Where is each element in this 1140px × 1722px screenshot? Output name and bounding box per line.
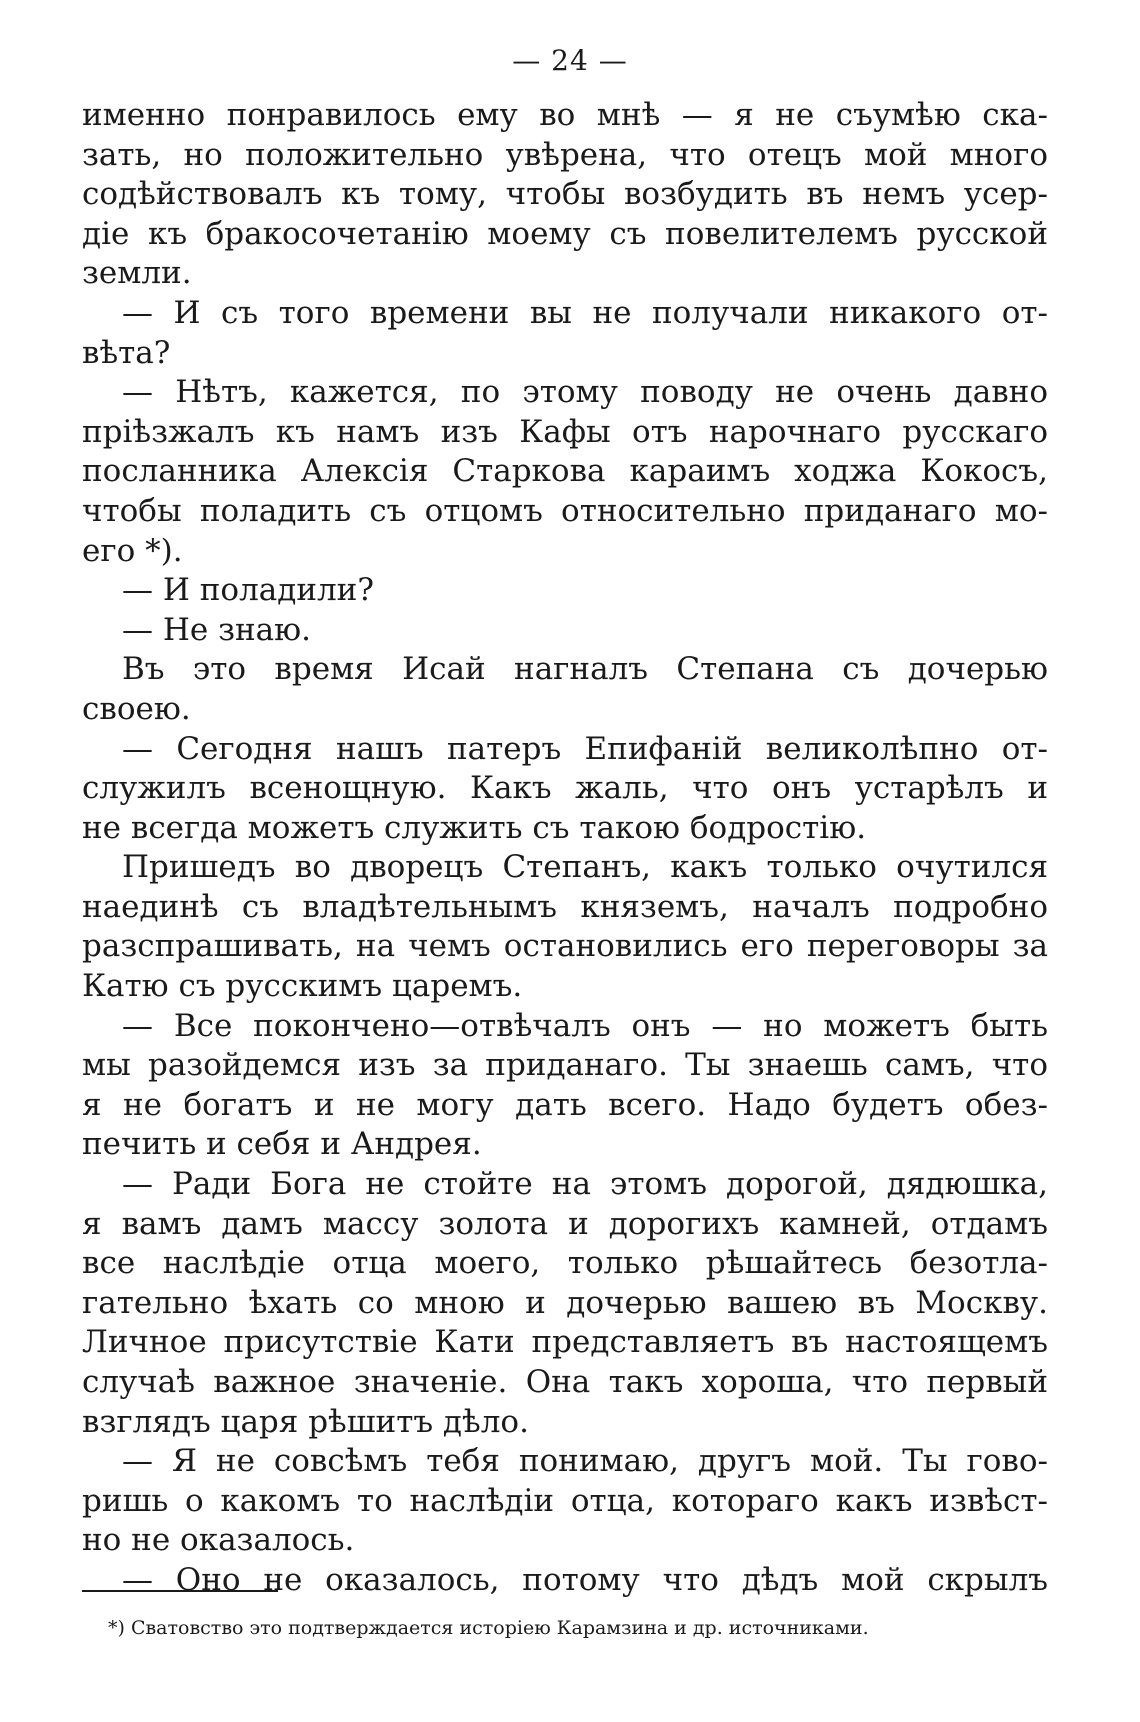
text-line: Личное присутствіе Кати представляетъ въ настоящемъ (82, 1324, 1048, 1361)
text-line: наединѣ съ владѣтельнымъ княземъ, началъ подробно (82, 888, 1048, 925)
text-line: — Нѣтъ, кажется, по этому поводу не очень давно (122, 374, 1048, 411)
text-line: земли. (82, 255, 192, 292)
text-line: гательно ѣхать со мною и дочерью вашею въ Москву. (82, 1284, 1048, 1321)
text-line: все наслѣдіе отца моего, только рѣшайтесь безотла- (82, 1245, 1048, 1282)
text-line: я вамъ дамъ массу золота и дорогихъ камней, отдамъ (82, 1205, 1048, 1242)
text-line: — И съ того времени вы не получали никакого от- (122, 294, 1048, 331)
text-line: взглядъ царя рѣшитъ дѣло. (82, 1403, 529, 1440)
text-line: — Не знаю. (122, 611, 311, 648)
text-line: его *). (82, 532, 183, 569)
text-line: именно понравилось ему во мнѣ — я не съумѣю ска- (82, 97, 1048, 133)
text-line: — И поладили? (122, 572, 374, 609)
text-line: Пришедъ во дворецъ Степанъ, какъ только очутился (122, 849, 1048, 886)
text-line: — Я не совсѣмъ тебя понимаю, другъ мой. Ты гово- (122, 1443, 1048, 1480)
text-line: чтобы поладить съ отцомъ относительно приданаго мо- (82, 492, 1048, 529)
text-line: — Ради Бога не стойте на этомъ дорогой, дядюшка, (122, 1166, 1048, 1203)
text-line: служилъ всенощную. Какъ жаль, что онъ устарѣлъ и (82, 770, 1048, 807)
text-line: печить и себя и Андрея. (82, 1126, 482, 1163)
text-line: мы разойдемся изъ за приданаго. Ты знаешь самъ, что (82, 1047, 1048, 1084)
text-line: я не богатъ и не могу дать всего. Надо будетъ обез- (82, 1086, 1048, 1123)
text-line: пріѣзжалъ къ намъ изъ Кафы отъ нарочнаго русскаго (82, 413, 1048, 450)
text-line: Катю съ русскимъ царемъ. (82, 968, 523, 1005)
text-line: разспрашивать, на чемъ остановились его переговоры за (82, 928, 1048, 965)
text-line: ришь о какомъ то наслѣдіи отца, котораго какъ извѣст- (82, 1482, 1048, 1519)
text-line: — Все покончено—отвѣчалъ онъ — но можетъ быть (122, 1007, 1048, 1044)
footnote: *) Сватовство это подтверждается исторіею Карамзина и др. источниками. (108, 1617, 869, 1639)
text-line: содѣйствовалъ къ тому, чтобы возбудить въ немъ усер- (82, 176, 1048, 213)
text-line: случаѣ важное значеніе. Она такъ хороша, что первый (82, 1364, 1048, 1400)
text-line: но не оказалось. (82, 1522, 355, 1559)
text-line: не всегда можетъ служить съ такою бодростію. (82, 809, 867, 846)
text-line: зать, но положительно увѣрена, что отецъ мой много (82, 136, 1048, 173)
text-line: діе къ бракосочетанію моему съ повелителемъ русской (82, 215, 1048, 252)
footnote-divider (82, 1590, 278, 1592)
text-line: — Сегодня нашъ патеръ Епифаній великолѣпно от- (122, 730, 1048, 767)
body-text (82, 96, 1048, 1601)
page-number: — 24 — (512, 44, 628, 77)
text-line: своею. (82, 690, 191, 727)
text-line: посланника Алексія Старкова караимъ ходжа Кокосъ, (82, 453, 1048, 490)
text-line: Въ это время Исай нагналъ Степана съ дочерью (122, 651, 1048, 688)
text-line: — Оно не оказалось, потому что дѣдъ мой скрылъ (122, 1561, 1048, 1598)
text-line: вѣта? (82, 334, 171, 371)
